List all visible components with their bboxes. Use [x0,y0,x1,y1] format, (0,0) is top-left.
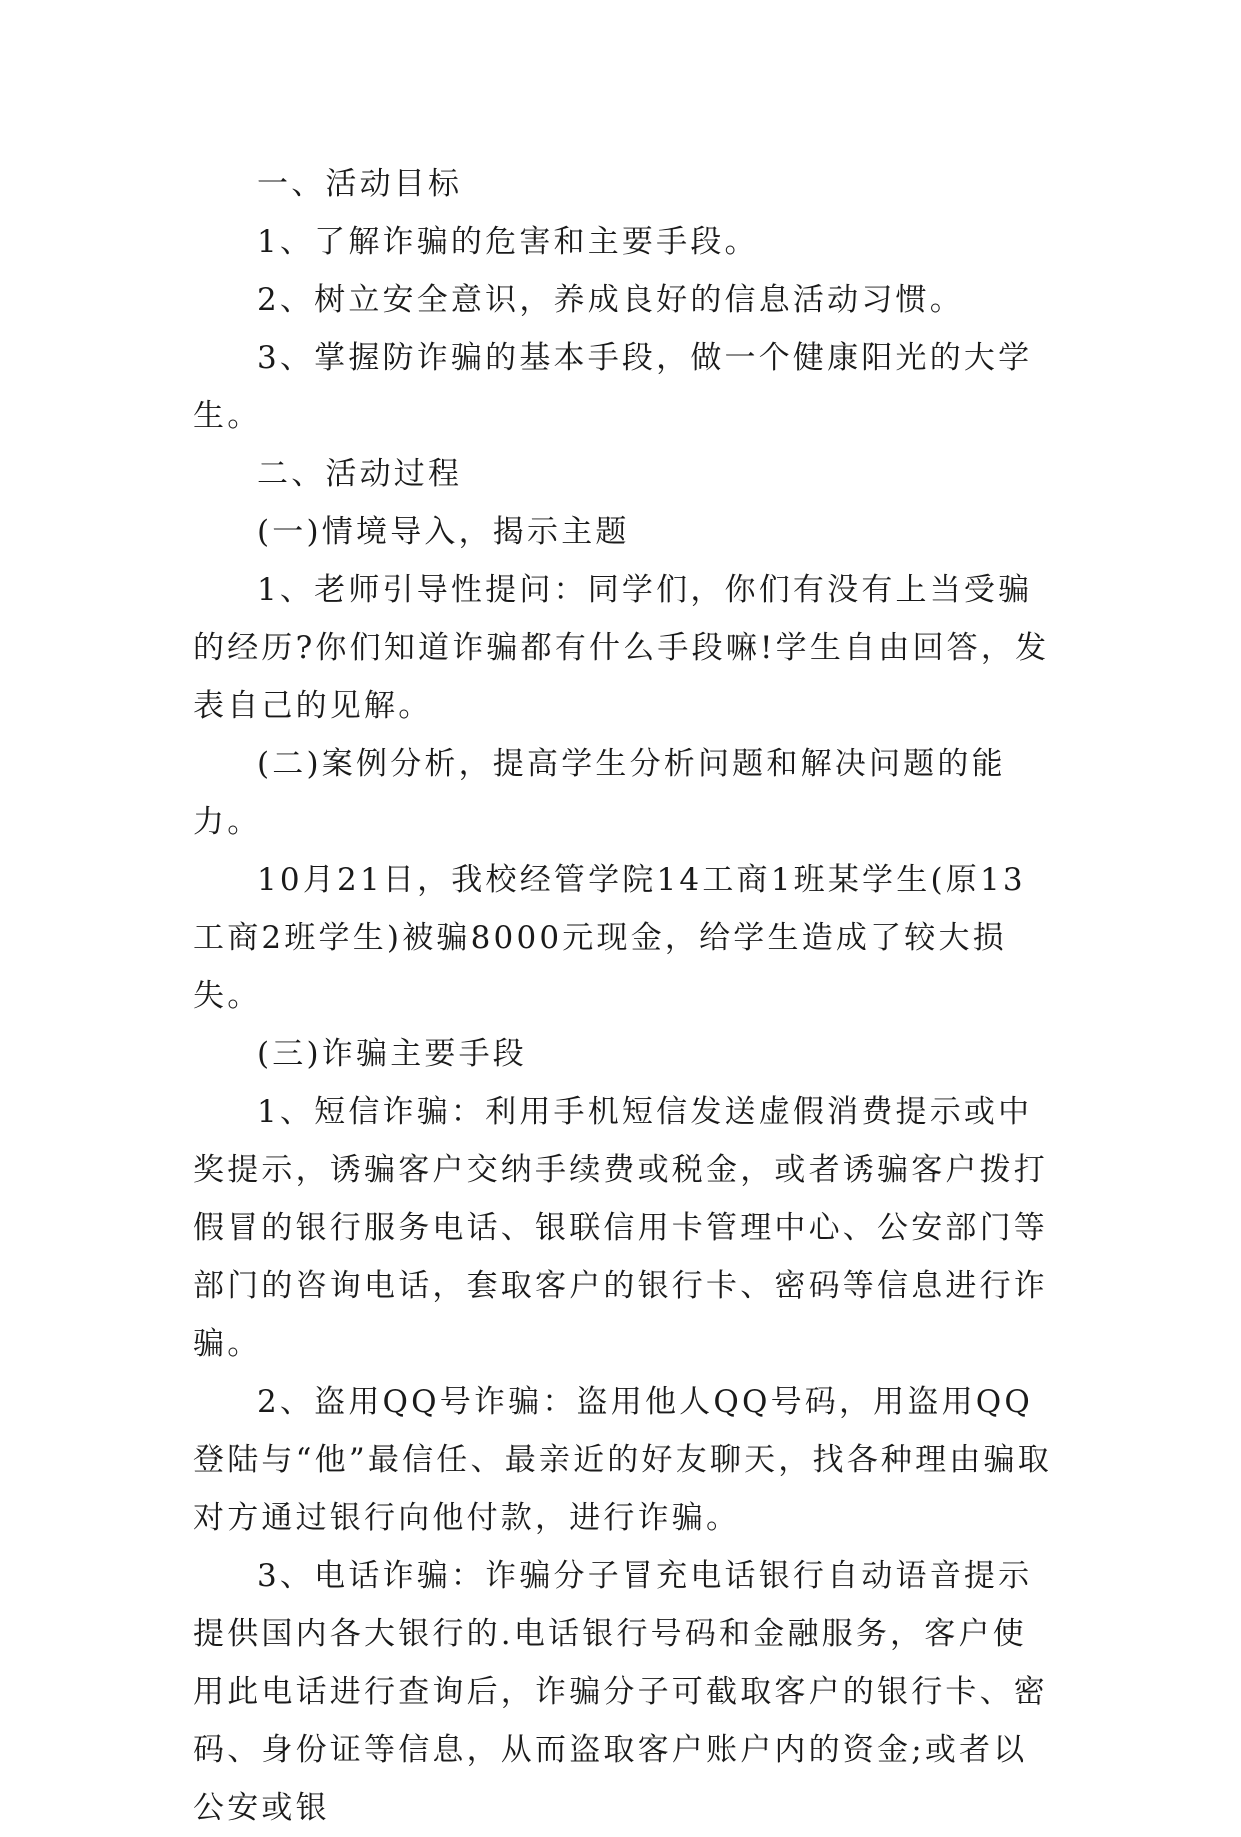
paragraph-qq-fraud: 2、盗用QQ号诈骗：盗用他人QQ号码，用盗用QQ登陆与“他”最信任、最亲近的好友聊天，找各种理由骗取对方通过银行向他付款，进行诈骗。 [193,1384,1052,1536]
goal-item-1: 1、了解诈骗的危害和主要手段。 [257,224,759,260]
paragraph-sms-fraud: 1、短信诈骗：利用手机短信发送虚假消费提示或中奖提示，诱骗客户交纳手续费或税金，或者诱骗客户拨打假冒的银行服务电话、银联信用卡管理中心、公安部门等部门的咨询电话，套取客户的银行卡、密码等信息进行诈骗。 [193,1094,1048,1362]
section-heading-goals: 一、活动目标 [257,166,463,202]
section-heading-process: 二、活动过程 [257,456,463,492]
goal-item-2: 2、树立安全意识，养成良好的信息活动习惯。 [257,282,964,318]
subsection-heading-case: (二)案例分析，提高学生分析问题和解决问题的能力。 [193,746,1006,840]
subsection-heading-intro: (一)情境导入，揭示主题 [257,514,630,550]
paragraph-case-detail: 10月21日，我校经管学院14工商1班某学生(原13工商2班学生)被骗8000元现金，给学生造成了较大损失。 [193,862,1026,1014]
paragraph-phone-fraud: 3、电话诈骗：诈骗分子冒充电话银行自动语音提示提供国内各大银行的.电话银行号码和金融服务，客户使用此电话进行查询后，诈骗分子可截取客户的银行卡、密码、身份证等信息，从而盗取客户账户内的资金;或者以公安或银 [193,1558,1048,1826]
document-body [193,155,1055,1837]
goal-item-3: 3、掌握防诈骗的基本手段，做一个健康阳光的大学生。 [193,340,1033,434]
paragraph-teacher-question: 1、老师引导性提问：同学们，你们有没有上当受骗的经历?你们知道诈骗都有什么手段嘛!学生自由回答，发表自己的见解。 [193,572,1050,724]
subsection-heading-methods: (三)诈骗主要手段 [257,1036,527,1072]
